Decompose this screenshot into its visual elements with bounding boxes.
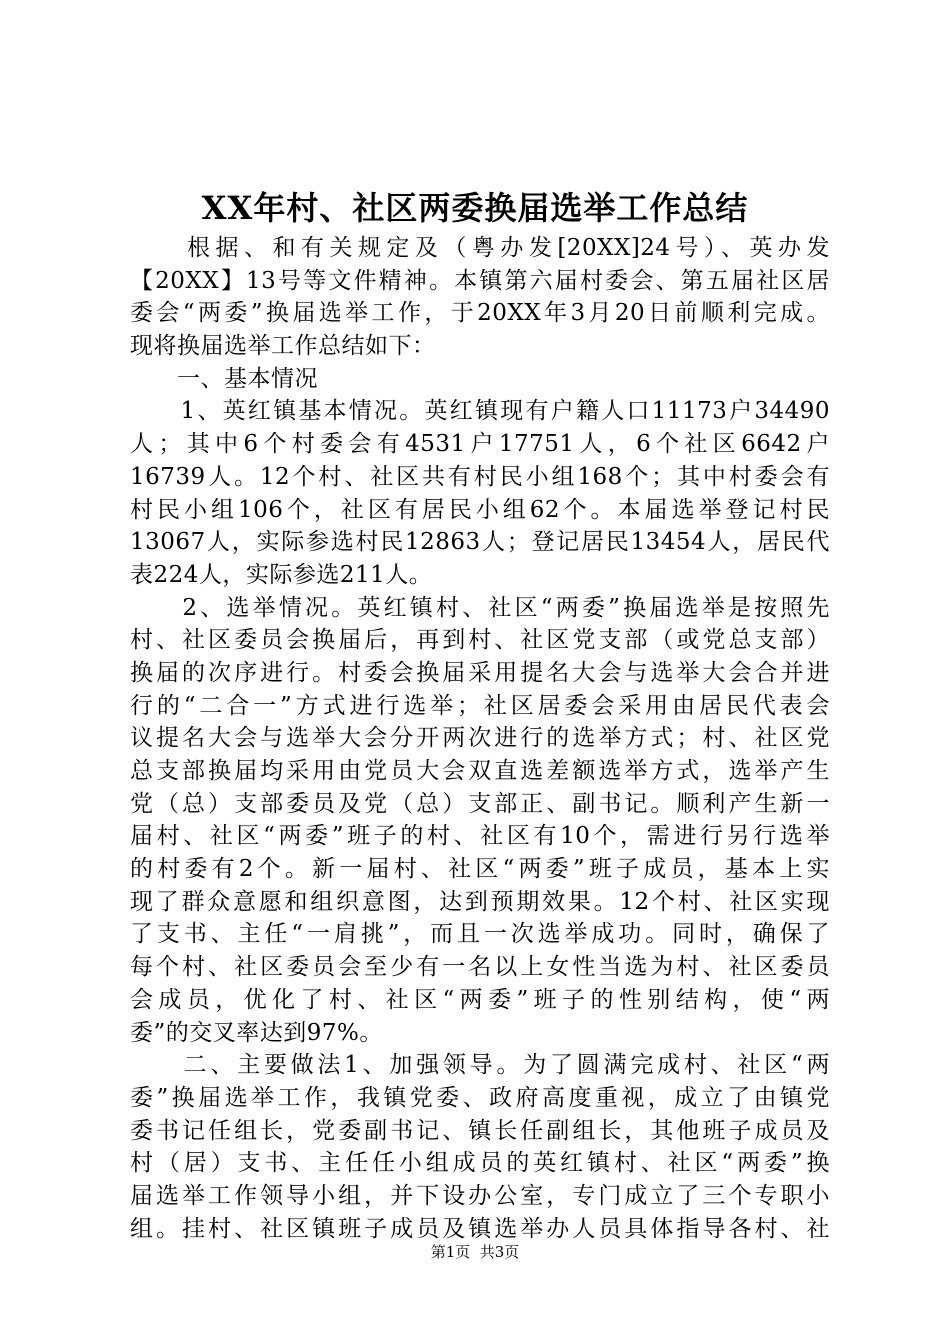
text-line: 会成员，优化了村、社区“两委”班子的性别结构，使“两 bbox=[130, 986, 830, 1013]
text-line: 村民小组106个，社区有居民小组62个。本届选举登记村民 bbox=[130, 496, 830, 523]
page-footer: 第1页 共3页 bbox=[430, 1243, 520, 1261]
text-line: 现了群众意愿和组织意图，达到预期效果。12个村、社区实现 bbox=[130, 888, 830, 915]
document-title: XX年村、社区两委换届选举工作总结 bbox=[201, 189, 749, 227]
text-line: 议提名大会与选举大会分开两次进行的选举方式；村、社区党 bbox=[130, 725, 830, 752]
text-line: 1、英红镇基本情况。英红镇现有户籍人口11173户34490 bbox=[130, 398, 830, 425]
text-line: 人；其中6个村委会有4531户17751人，6个社区6642户 bbox=[130, 431, 830, 458]
text-line: 【20XX】13号等文件精神。本镇第六届村委会、第五届社区居 bbox=[130, 267, 830, 294]
text-line: 委”换届选举工作，我镇党委、政府高度重视，成立了由镇党 bbox=[130, 1084, 830, 1111]
text-line: 组。挂村、社区镇班子成员及镇选举办人员具体指导各村、社 bbox=[130, 1215, 830, 1242]
text-line: 届选举工作领导小组，并下设办公室，专门成立了三个专职小 bbox=[130, 1182, 830, 1209]
text-line: 根据、和有关规定及（粤办发[20XX]24号）、英办发 bbox=[130, 235, 830, 261]
text-line: 的村委有2个。新一届村、社区“两委”班子成员，基本上实 bbox=[130, 856, 830, 883]
text-line: 13067人，实际参选村民12863人；登记居民13454人，居民代 bbox=[130, 529, 830, 556]
text-line: 行的“二合一”方式进行选举；社区居委会采用由居民代表会 bbox=[130, 692, 830, 719]
text-line: 了支书、主任“一肩挑”，而且一次选举成功。同时，确保了 bbox=[130, 921, 830, 948]
text-line: 每个村、社区委员会至少有一名以上女性当选为村、社区委员 bbox=[130, 954, 830, 981]
text-line: 村（居）支书、主任任小组成员的英红镇村、社区“两委”换 bbox=[130, 1150, 830, 1177]
document-body bbox=[130, 232, 830, 1245]
text-line: 总支部换届均采用由党员大会双直选差额选举方式，选举产生 bbox=[130, 758, 830, 784]
text-line: 现将换届选举工作总结如下： bbox=[130, 333, 436, 360]
text-line: 委书记任组长，党委副书记、镇长任副组长，其他班子成员及 bbox=[130, 1117, 830, 1144]
text-line: 委会“两委”换届选举工作，于20XX年3月20日前顺利完成。 bbox=[130, 300, 830, 327]
text-line: 村、社区委员会换届后，再到村、社区党支部（或党总支部） bbox=[130, 627, 830, 654]
text-line: 委”的交叉率达到97%。 bbox=[130, 1019, 383, 1046]
text-line: 二、主要做法1、加强领导。为了圆满完成村、社区“两 bbox=[130, 1052, 830, 1079]
text-line: 一、基本情况 bbox=[130, 365, 318, 392]
text-line: 换届的次序进行。村委会换届采用提名大会与选举大会合并进 bbox=[130, 659, 830, 686]
text-line: 16739人。12个村、社区共有村民小组168个；其中村委会有 bbox=[130, 463, 830, 490]
text-line: 2、选举情况。英红镇村、社区“两委”换届选举是按照先 bbox=[130, 594, 830, 621]
text-line: 届村、社区“两委”班子的村、社区有10个，需进行另行选举 bbox=[130, 823, 830, 850]
text-line: 党（总）支部委员及党（总）支部正、副书记。顺利产生新一 bbox=[130, 790, 830, 817]
text-line: 表224人，实际参选211人。 bbox=[130, 561, 433, 588]
